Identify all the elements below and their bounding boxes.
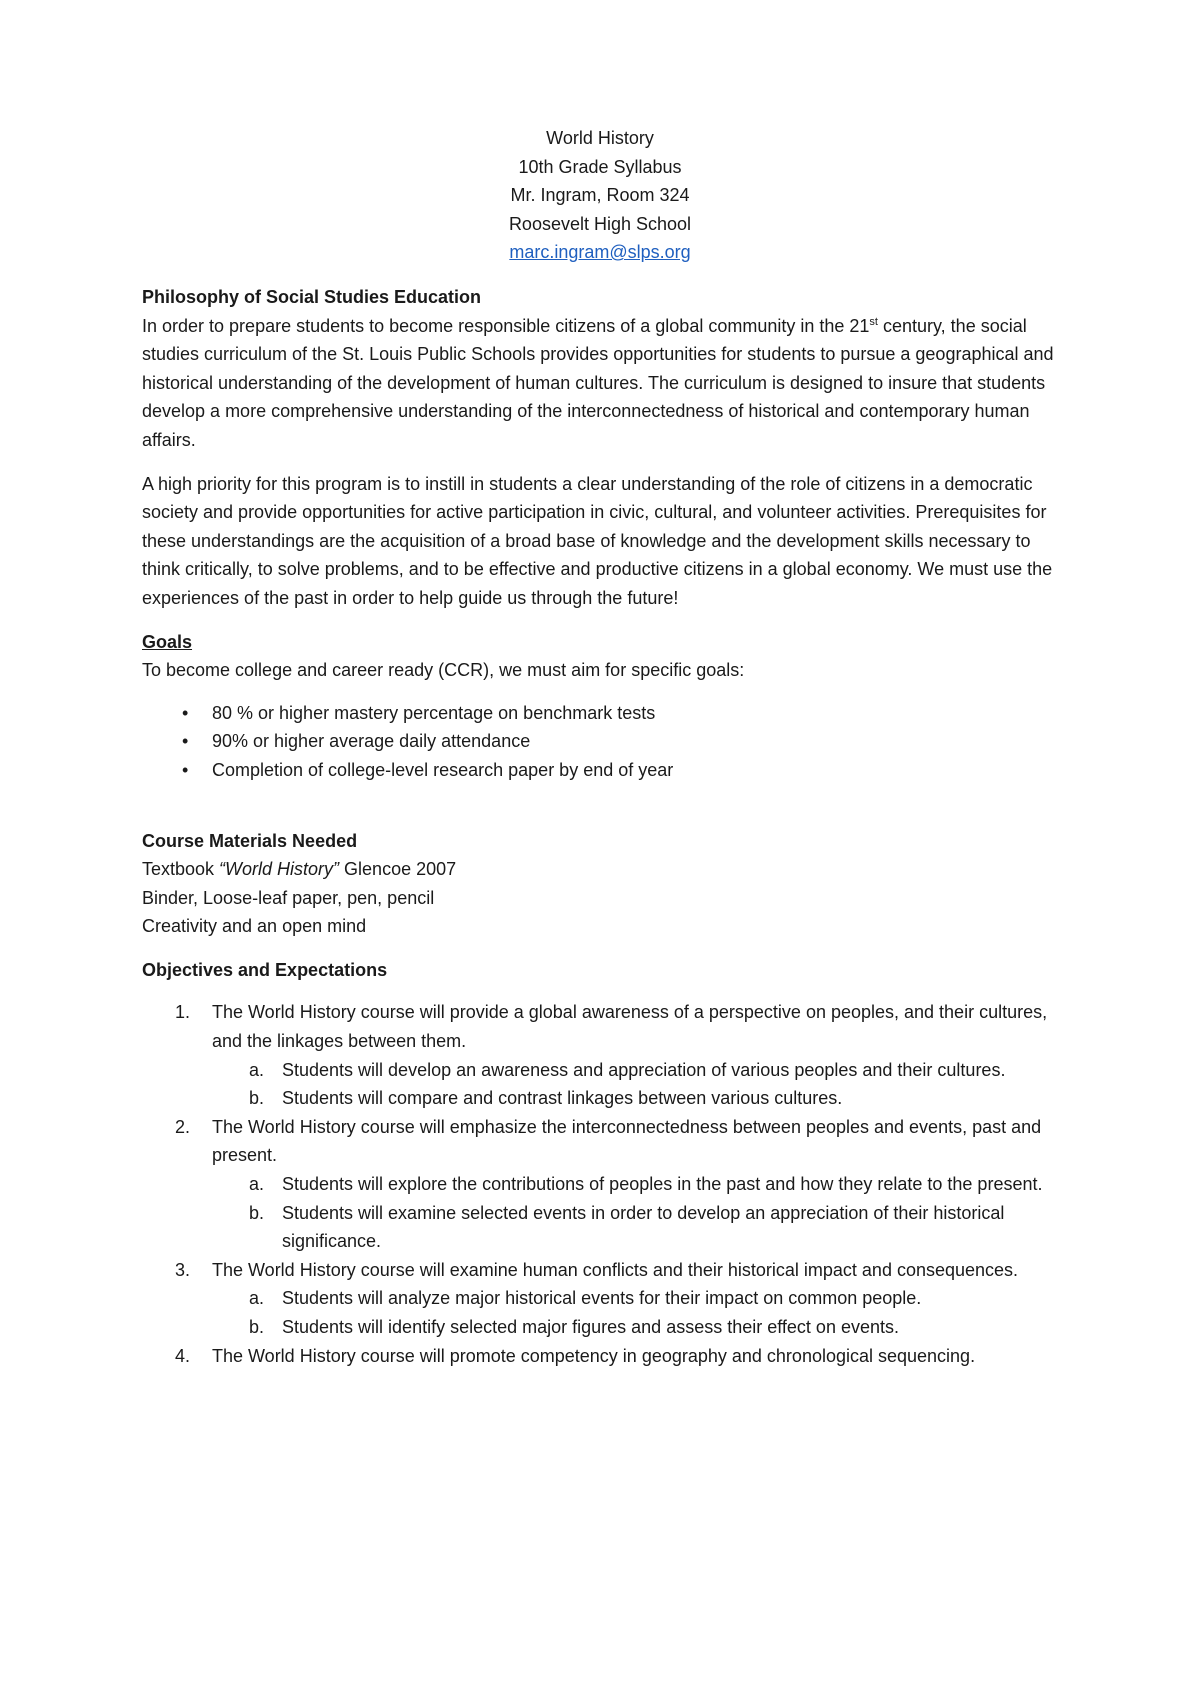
- objective-number: 1.: [175, 1002, 191, 1023]
- objective-number: 3.: [175, 1259, 191, 1280]
- materials-supplies: Binder, Loose-leaf paper, pen, pencil: [142, 887, 435, 908]
- list-item: [142, 998, 1072, 1112]
- philosophy-paragraph-1-end: century, the social studies curriculum of the St. Louis Public Schools provides opportunities for students to pursue a geographical and historical understanding of the development of human cultures. The curriculum is designed to insure that students develop a more comprehensive understanding of the interconnectedness of historical and contemporary human affairs.: [142, 315, 1054, 450]
- sub-objective-letter: a.: [249, 1059, 265, 1080]
- philosophy-paragraph-1-start: In order to prepare students to become responsible citizens of a global community in the 21: [142, 315, 870, 336]
- objective-text: The World History course will emphasize the interconnectedness between peoples and events, past and present.: [212, 1116, 1042, 1166]
- bullet-icon: •: [182, 759, 189, 780]
- philosophy-paragraph-2: A high priority for this program is to instill in students a clear understanding of the role of citizens in a democratic society and provide opportunities for active participation in civic, cultural, and volunteer activities. Prerequisites for these understandings are the acquisition of a broad base of knowledge and the development skills necessary to think critically, to solve problems, and to be effective and productive citizens in a global economy. We must use the experiences of the past in order to help guide us through the future!: [142, 473, 1053, 608]
- list-item: [142, 1342, 1072, 1371]
- goals-list: [142, 699, 1072, 785]
- sub-objectives-list: [212, 1284, 1072, 1341]
- list-item: [212, 1084, 1072, 1113]
- teacher-room: Mr. Ingram, Room 324: [510, 185, 690, 205]
- textbook-title: “World History”: [219, 859, 340, 880]
- materials-mindset: Creativity and an open mind: [142, 916, 367, 937]
- syllabus-header: [0, 124, 1200, 267]
- goal-text: Completion of college-level research paper by end of year: [212, 759, 674, 780]
- sub-objectives-list: [212, 1056, 1072, 1113]
- objective-text: The World History course will promote competency in geography and chronological sequencing.: [212, 1345, 976, 1366]
- list-item: [142, 1113, 1072, 1256]
- sub-objective-letter: b.: [249, 1088, 265, 1109]
- textbook-prefix: Textbook: [142, 859, 220, 880]
- sub-objective-letter: a.: [249, 1288, 265, 1309]
- list-item: [142, 756, 1072, 785]
- goals-heading: Goals: [142, 631, 193, 652]
- philosophy-heading: Philosophy of Social Studies Education: [142, 287, 482, 307]
- sub-objective-text: Students will develop an awareness and appreciation of various peoples and their cultures.: [282, 1059, 1006, 1080]
- sub-objective-text: Students will examine selected events in order to develop an appreciation of their historical significance.: [282, 1202, 1005, 1252]
- objective-text: The World History course will provide a global awareness of a perspective on peoples, and their cultures, and the linkages between them.: [212, 1002, 1048, 1052]
- objective-text: The World History course will examine human conflicts and their historical impact and consequences.: [212, 1259, 1019, 1280]
- goals-intro: To become college and career ready (CCR), we must aim for specific goals:: [142, 660, 745, 681]
- list-item: [142, 727, 1072, 756]
- list-item: [212, 1056, 1072, 1085]
- sub-objective-letter: a.: [249, 1174, 265, 1195]
- sub-objectives-list: [212, 1170, 1072, 1256]
- syllabus-body: [142, 283, 1072, 1370]
- goal-text: 80 % or higher mastery percentage on benchmark tests: [212, 702, 656, 723]
- list-item: [212, 1199, 1072, 1256]
- course-title: World History: [546, 128, 654, 148]
- objectives-list: [142, 998, 1072, 1370]
- list-item: [212, 1313, 1072, 1342]
- goal-text: 90% or higher average daily attendance: [212, 731, 531, 752]
- materials-textbook: [142, 855, 1072, 884]
- sub-objective-letter: b.: [249, 1317, 265, 1337]
- philosophy-paragraph-1: [142, 312, 1072, 455]
- list-item: [142, 699, 1072, 728]
- objectives-heading: Objectives and Expectations: [142, 959, 388, 980]
- list-item: [212, 1170, 1072, 1199]
- sub-objective-text: Students will analyze major historical events for their impact on common people.: [282, 1288, 922, 1309]
- sub-objective-text: Students will explore the contributions of peoples in the past and how they relate to the present.: [282, 1174, 1043, 1195]
- bullet-icon: •: [182, 702, 189, 723]
- course-subtitle: 10th Grade Syllabus: [518, 156, 682, 177]
- list-item: [142, 1256, 1072, 1342]
- sub-objective-text: Students will compare and contrast linkages between various cultures.: [282, 1088, 843, 1109]
- materials-heading: Course Materials Needed: [142, 830, 358, 851]
- sub-objective-text: Students will identify selected major figures and assess their effect on events.: [282, 1317, 899, 1337]
- school-name: Roosevelt High School: [508, 213, 692, 234]
- objective-number: 2.: [175, 1116, 191, 1137]
- textbook-suffix: Glencoe 2007: [339, 859, 457, 880]
- objective-number: 4.: [175, 1345, 191, 1366]
- list-item: [212, 1284, 1072, 1313]
- sub-objective-letter: b.: [249, 1202, 265, 1223]
- email-link[interactable]: marc.ingram@slps.org: [509, 242, 691, 262]
- superscript-st: st: [869, 315, 878, 328]
- bullet-icon: •: [182, 731, 189, 752]
